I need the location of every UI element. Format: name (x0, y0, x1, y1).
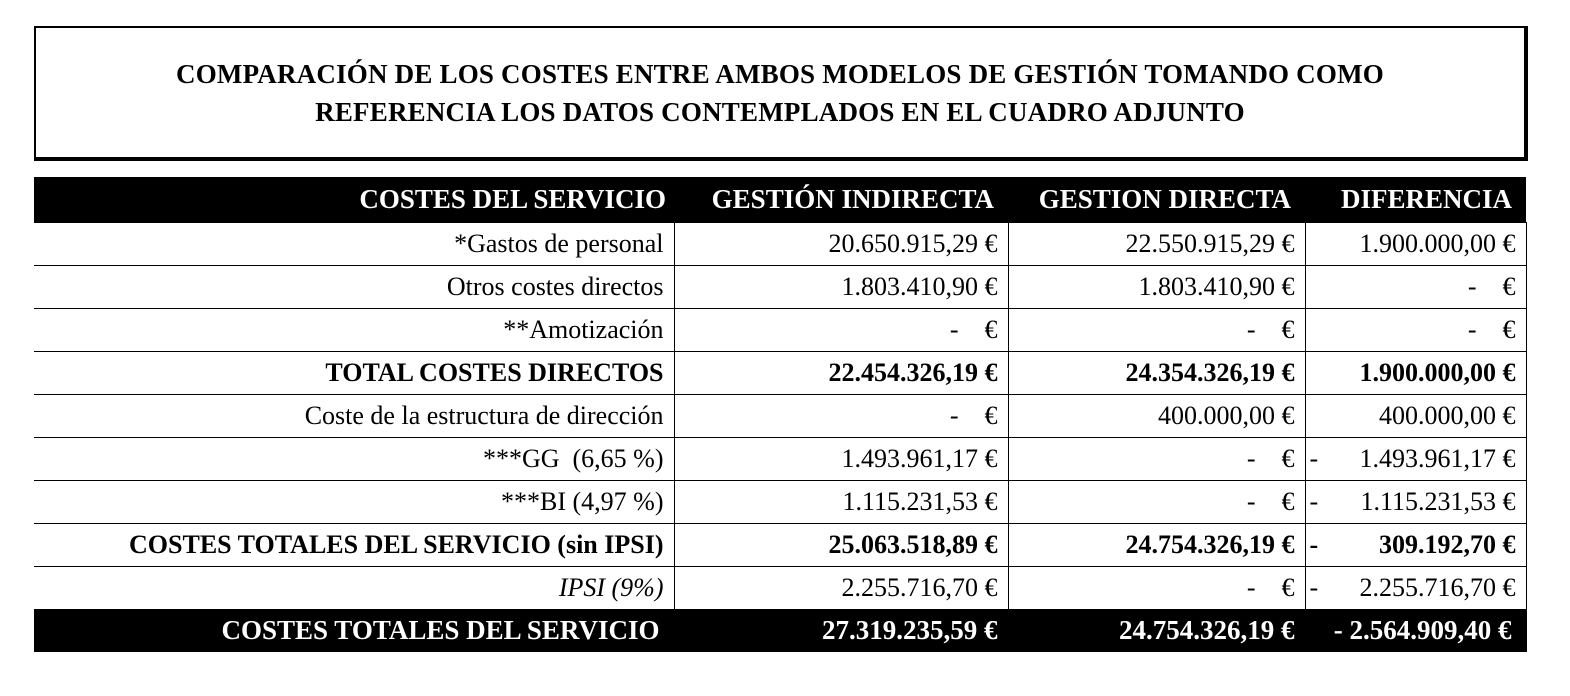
footer-label-text: COSTES TOTALES DEL SERVICIO (221, 614, 660, 645)
currency-symbol: € (1281, 486, 1295, 516)
currency-symbol: € (1502, 314, 1516, 344)
cell-indirecta: 20.650.915,29 € (674, 222, 1008, 265)
footer-label (34, 609, 674, 651)
header-diferencia: DIFERENCIA (1305, 177, 1526, 222)
header-gestion-directa: GESTION DIRECTA (1008, 177, 1305, 222)
cell-indirecta: 2.255.716,70 € (674, 566, 1008, 609)
cell-diferencia: 1.900.000,00 € (1305, 351, 1526, 394)
table-row-ipsi (34, 566, 1526, 609)
table-row-total-sin-ipsi (34, 523, 1526, 566)
header-gestion-indirecta: GESTIÓN INDIRECTA (674, 177, 1008, 222)
cost-comparison-table (34, 177, 1527, 652)
empty-dash: - (949, 400, 959, 430)
row-label: *Gastos de personal (34, 222, 674, 265)
row-label: ***BI (4,97 %) (34, 480, 674, 523)
table-row (34, 437, 1526, 480)
cell-diferencia (1305, 265, 1526, 308)
cell-diferencia: 400.000,00 € (1305, 394, 1526, 437)
diferencia-value: 309.192,70 € (1379, 529, 1516, 559)
diferencia-value: 1.115.231,53 € (1360, 486, 1516, 516)
negative-sign: - (1309, 486, 1319, 516)
cell-directa (1008, 308, 1305, 351)
row-label: ***GG (6,65 %) (34, 437, 674, 480)
cell-directa: 400.000,00 € (1008, 394, 1305, 437)
row-label: IPSI (9%) (34, 566, 674, 609)
currency-symbol: € (1281, 314, 1295, 344)
cell-diferencia (1305, 308, 1526, 351)
table-row-total-directos (34, 351, 1526, 394)
cell-indirecta: 1.493.961,17 € (674, 437, 1008, 480)
negative-sign: - (1309, 572, 1319, 602)
footer-directa: 24.754.326,19 € (1008, 609, 1305, 651)
row-label: Otros costes directos (34, 265, 674, 308)
table-row (34, 480, 1526, 523)
table-row (34, 308, 1526, 351)
cell-directa (1008, 480, 1305, 523)
cell-diferencia (1305, 566, 1526, 609)
footer-indirecta: 27.319.235,59 € (674, 609, 1008, 651)
title-box (34, 26, 1528, 161)
table-row (34, 394, 1526, 437)
table-header-row (34, 177, 1526, 222)
cell-directa: 24.754.326,19 € (1008, 523, 1305, 566)
title-line-2: REFERENCIA LOS DATOS CONTEMPLADOS EN EL CUADRO ADJUNTO (315, 96, 1245, 127)
cell-directa (1008, 437, 1305, 480)
cell-directa: 1.803.410,90 € (1008, 265, 1305, 308)
header-costes-servicio: COSTES DEL SERVICIO (34, 177, 674, 222)
negative-sign: - (1309, 529, 1319, 559)
cell-diferencia (1305, 437, 1526, 480)
row-label: Coste de la estructura de dirección (34, 394, 674, 437)
cell-indirecta (674, 308, 1008, 351)
currency-symbol: € (1281, 443, 1295, 473)
cell-diferencia: 1.900.000,00 € (1305, 222, 1526, 265)
title-line-1: COMPARACIÓN DE LOS COSTES ENTRE AMBOS MODELOS DE GESTIÓN TOMANDO COMO (176, 58, 1384, 89)
cell-diferencia (1305, 480, 1526, 523)
negative-sign: - (1309, 443, 1319, 473)
currency-symbol: € (984, 400, 998, 430)
empty-dash: - (1467, 314, 1477, 344)
currency-symbol: € (984, 314, 998, 344)
row-label: TOTAL COSTES DIRECTOS (34, 351, 674, 394)
currency-symbol: € (1502, 271, 1516, 301)
row-label: **Amotización (34, 308, 674, 351)
empty-dash: - (1467, 271, 1477, 301)
footer-diferencia: - 2.564.909,40 € (1305, 609, 1526, 651)
table-footer-row (34, 609, 1526, 651)
empty-dash: - (949, 314, 959, 344)
diferencia-value: 2.255.716,70 € (1359, 572, 1516, 602)
cell-directa: 22.550.915,29 € (1008, 222, 1305, 265)
cell-diferencia (1305, 523, 1526, 566)
row-label: COSTES TOTALES DEL SERVICIO (sin IPSI) (34, 523, 674, 566)
cell-indirecta (674, 394, 1008, 437)
diferencia-value: 1.493.961,17 € (1359, 443, 1516, 473)
empty-dash: - (1246, 486, 1256, 516)
table-row (34, 222, 1526, 265)
table-row (34, 265, 1526, 308)
currency-symbol: € (1281, 572, 1295, 602)
cell-indirecta: 25.063.518,89 € (674, 523, 1008, 566)
empty-dash: - (1246, 572, 1256, 602)
cell-indirecta: 1.803.410,90 € (674, 265, 1008, 308)
cell-directa: 24.354.326,19 € (1008, 351, 1305, 394)
empty-dash: - (1246, 314, 1256, 344)
empty-dash: - (1246, 443, 1256, 473)
cell-directa (1008, 566, 1305, 609)
cell-indirecta: 1.115.231,53 € (674, 480, 1008, 523)
cell-indirecta: 22.454.326,19 € (674, 351, 1008, 394)
